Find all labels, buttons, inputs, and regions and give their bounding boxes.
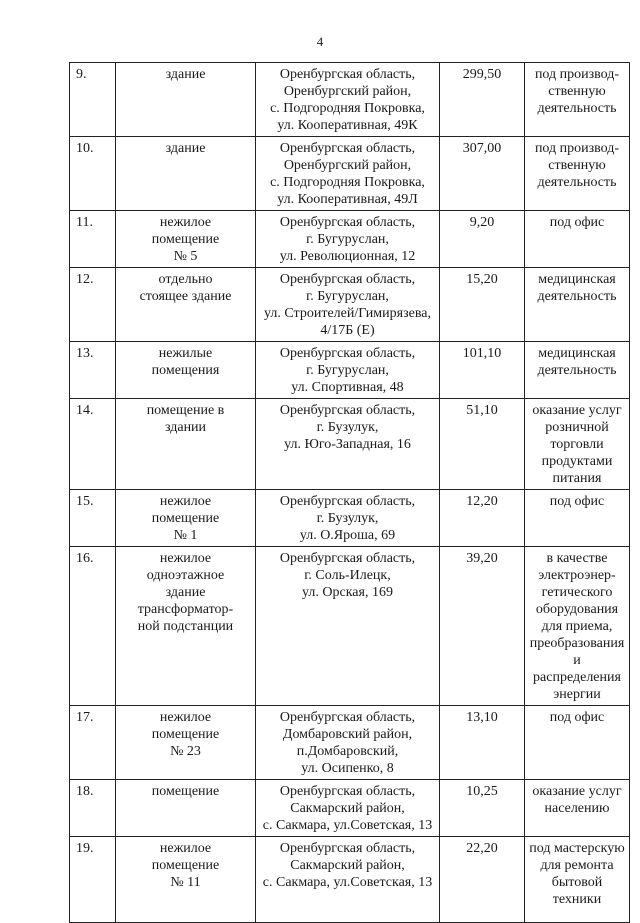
area-value: 299,50 bbox=[462, 67, 502, 82]
table-row bbox=[70, 837, 630, 923]
object-area bbox=[440, 547, 525, 706]
area-value: 39,20 bbox=[466, 551, 498, 566]
object-type bbox=[116, 547, 256, 706]
address-line: ул. Кооперативная, 49К bbox=[277, 118, 418, 133]
object-area bbox=[440, 490, 525, 547]
object-purpose bbox=[525, 342, 630, 399]
purpose-line: медицинская bbox=[538, 272, 616, 287]
object-address bbox=[256, 547, 440, 706]
row-number bbox=[70, 63, 116, 137]
object-type bbox=[116, 137, 256, 211]
purpose-line: под производ- bbox=[534, 67, 620, 82]
type-line: № 11 bbox=[170, 875, 201, 890]
purpose-line: для ремонта bbox=[540, 858, 614, 873]
type-line: нежилое bbox=[159, 215, 212, 230]
object-area bbox=[440, 63, 525, 137]
address-line: ул. Строителей/Гимирязева, bbox=[264, 306, 431, 321]
object-type bbox=[116, 837, 256, 923]
page-number: 4 bbox=[316, 34, 324, 49]
type-line: помещения bbox=[151, 363, 220, 378]
address-line: 4/17Б (Е) bbox=[320, 323, 375, 338]
type-line: трансформатор- bbox=[137, 602, 234, 617]
type-line: здание bbox=[165, 67, 206, 82]
purpose-line: под мастерскую bbox=[529, 841, 625, 856]
type-line: нежилые bbox=[158, 346, 213, 361]
address-line: Оренбургская область, bbox=[279, 784, 416, 799]
object-purpose bbox=[525, 63, 630, 137]
type-line: нежилое bbox=[159, 841, 212, 856]
object-purpose bbox=[525, 490, 630, 547]
purpose-line: и распределения bbox=[533, 653, 621, 685]
purpose-line: розничной bbox=[545, 420, 609, 435]
purpose-line: под офис bbox=[549, 494, 605, 509]
type-line: ной подстанции bbox=[137, 619, 234, 634]
row-number-text: 12. bbox=[76, 272, 94, 287]
address-line: Оренбургская область, bbox=[279, 67, 416, 82]
address-line: ул. Осипенко, 8 bbox=[301, 761, 394, 776]
purpose-line: электроэнер- bbox=[538, 568, 616, 583]
object-type bbox=[116, 63, 256, 137]
property-table bbox=[69, 62, 630, 923]
purpose-line: оказание услуг bbox=[532, 784, 622, 799]
object-purpose bbox=[525, 706, 630, 780]
object-area bbox=[440, 137, 525, 211]
purpose-line: оборудования bbox=[535, 602, 619, 617]
row-number-text: 9. bbox=[76, 67, 87, 82]
type-line: нежилое bbox=[159, 551, 212, 566]
address-line: Оренбургская область, bbox=[279, 551, 416, 566]
type-line: здание bbox=[165, 585, 206, 600]
object-purpose bbox=[525, 399, 630, 490]
purpose-line: оказание услуг bbox=[532, 403, 622, 418]
object-type bbox=[116, 490, 256, 547]
row-number bbox=[70, 706, 116, 780]
address-line: с. Подгородняя Покровка, bbox=[270, 101, 425, 116]
type-line: помещение bbox=[151, 232, 220, 247]
address-line: с. Подгородняя Покровка, bbox=[270, 175, 425, 190]
address-line: г. Соль-Илецк, bbox=[304, 568, 391, 583]
address-line: Оренбургская область, bbox=[279, 141, 416, 156]
row-number-text: 18. bbox=[76, 784, 94, 799]
purpose-line: под офис bbox=[549, 710, 605, 725]
object-type bbox=[116, 399, 256, 490]
purpose-line: деятельность bbox=[537, 101, 617, 116]
address-line: ул. Спортивная, 48 bbox=[291, 380, 404, 395]
object-address bbox=[256, 63, 440, 137]
row-number-text: 14. bbox=[76, 403, 94, 418]
address-line: г. Бузулук, bbox=[316, 420, 379, 435]
type-line: № 5 bbox=[173, 249, 198, 264]
area-value: 101,10 bbox=[462, 346, 502, 361]
object-address bbox=[256, 342, 440, 399]
address-line: г. Бузулук, bbox=[316, 511, 379, 526]
purpose-line: медицинская bbox=[538, 346, 616, 361]
purpose-line: деятельность bbox=[537, 289, 617, 304]
object-area bbox=[440, 268, 525, 342]
type-line: помещение bbox=[151, 858, 220, 873]
type-line: помещение bbox=[151, 727, 220, 742]
address-line: Оренбургская область, bbox=[279, 272, 416, 287]
row-number bbox=[70, 547, 116, 706]
object-address bbox=[256, 706, 440, 780]
object-purpose bbox=[525, 137, 630, 211]
purpose-line: техники bbox=[552, 892, 602, 907]
purpose-line: преобразования bbox=[529, 636, 625, 651]
property-table-body bbox=[70, 63, 630, 923]
address-line: ул. Юго-Западная, 16 bbox=[284, 437, 411, 452]
row-number bbox=[70, 780, 116, 837]
address-line: Оренбургская область, bbox=[279, 215, 416, 230]
type-line: нежилое bbox=[159, 710, 212, 725]
table-row bbox=[70, 211, 630, 268]
row-number-text: 10. bbox=[76, 141, 94, 156]
address-line: Оренбургская область, bbox=[279, 841, 416, 856]
type-line: нежилое bbox=[159, 494, 212, 509]
purpose-line: питания bbox=[552, 471, 602, 486]
address-line: г. Бугуруслан, bbox=[306, 232, 389, 247]
table-row bbox=[70, 547, 630, 706]
address-line: ул. Революционная, 12 bbox=[279, 249, 416, 264]
type-line: помещение bbox=[151, 511, 220, 526]
type-line: помещение в bbox=[146, 403, 225, 418]
address-line: Оренбургский район, bbox=[283, 84, 412, 99]
table-row bbox=[70, 399, 630, 490]
purpose-line: торговли bbox=[550, 437, 604, 452]
row-number-text: 17. bbox=[76, 710, 94, 725]
object-type bbox=[116, 780, 256, 837]
object-type bbox=[116, 706, 256, 780]
table-row bbox=[70, 780, 630, 837]
purpose-line: ственную bbox=[548, 158, 606, 173]
address-line: с. Сакмара, ул.Советская, 13 bbox=[262, 875, 433, 890]
area-value: 9,20 bbox=[469, 215, 495, 230]
purpose-line: под офис bbox=[549, 215, 605, 230]
type-line: помещение bbox=[151, 784, 220, 799]
purpose-line: деятельность bbox=[537, 363, 617, 378]
purpose-line: населению bbox=[544, 801, 610, 816]
row-number bbox=[70, 490, 116, 547]
row-number-text: 15. bbox=[76, 494, 94, 509]
object-area bbox=[440, 706, 525, 780]
table-row bbox=[70, 490, 630, 547]
address-line: г. Бугуруслан, bbox=[306, 363, 389, 378]
object-purpose bbox=[525, 547, 630, 706]
object-purpose bbox=[525, 780, 630, 837]
row-number bbox=[70, 837, 116, 923]
purpose-line: ственную bbox=[548, 84, 606, 99]
area-value: 12,20 bbox=[466, 494, 498, 509]
object-address bbox=[256, 837, 440, 923]
purpose-line: продуктами bbox=[541, 454, 613, 469]
row-number-text: 11. bbox=[76, 215, 93, 230]
address-line: Оренбургская область, bbox=[279, 403, 416, 418]
object-type bbox=[116, 268, 256, 342]
type-line: одноэтажное bbox=[146, 568, 225, 583]
row-number bbox=[70, 137, 116, 211]
table-row bbox=[70, 342, 630, 399]
object-address bbox=[256, 137, 440, 211]
address-line: ул. Орская, 169 bbox=[302, 585, 393, 600]
table-row bbox=[70, 268, 630, 342]
purpose-line: энергии bbox=[553, 687, 601, 702]
purpose-line: деятельность bbox=[537, 175, 617, 190]
type-line: № 1 bbox=[173, 528, 198, 543]
type-line: здание bbox=[165, 141, 206, 156]
area-value: 22,20 bbox=[466, 841, 498, 856]
object-area bbox=[440, 837, 525, 923]
type-line: отдельно bbox=[158, 272, 213, 287]
row-number bbox=[70, 268, 116, 342]
purpose-line: гетического bbox=[541, 585, 613, 600]
area-value: 10,25 bbox=[466, 784, 498, 799]
purpose-line: бытовой bbox=[551, 875, 603, 890]
object-area bbox=[440, 780, 525, 837]
purpose-line: для приема, bbox=[541, 619, 613, 634]
purpose-line: под производ- bbox=[534, 141, 620, 156]
address-line: Оренбургская область, bbox=[279, 710, 416, 725]
object-purpose bbox=[525, 268, 630, 342]
row-number-text: 16. bbox=[76, 551, 94, 566]
object-address bbox=[256, 490, 440, 547]
address-line: ул. О.Яроша, 69 bbox=[299, 528, 396, 543]
type-line: № 23 bbox=[170, 744, 201, 759]
row-number bbox=[70, 399, 116, 490]
row-number-text: 19. bbox=[76, 841, 94, 856]
address-line: Оренбургский район, bbox=[283, 158, 412, 173]
object-address bbox=[256, 399, 440, 490]
purpose-line: в качестве bbox=[546, 551, 608, 566]
address-line: с. Сакмара, ул.Советская, 13 bbox=[262, 818, 433, 833]
object-address bbox=[256, 211, 440, 268]
object-type bbox=[116, 342, 256, 399]
table-row bbox=[70, 137, 630, 211]
object-purpose bbox=[525, 837, 630, 923]
object-area bbox=[440, 342, 525, 399]
address-line: Домбаровский район, bbox=[282, 727, 413, 742]
address-line: г. Бугуруслан, bbox=[306, 289, 389, 304]
address-line: Оренбургская область, bbox=[279, 346, 416, 361]
type-line: стоящее здание bbox=[139, 289, 232, 304]
table-row bbox=[70, 63, 630, 137]
address-line: п.Домбаровский, bbox=[296, 744, 399, 759]
area-value: 15,20 bbox=[466, 272, 498, 287]
row-number-text: 13. bbox=[76, 346, 94, 361]
address-line: ул. Кооперативная, 49Л bbox=[277, 192, 418, 207]
row-number bbox=[70, 342, 116, 399]
object-address bbox=[256, 268, 440, 342]
object-area bbox=[440, 399, 525, 490]
area-value: 13,10 bbox=[466, 710, 498, 725]
type-line: здании bbox=[164, 420, 207, 435]
object-purpose bbox=[525, 211, 630, 268]
address-line: Оренбургская область, bbox=[279, 494, 416, 509]
object-address bbox=[256, 780, 440, 837]
area-value: 51,10 bbox=[466, 403, 498, 418]
table-row bbox=[70, 706, 630, 780]
area-value: 307,00 bbox=[462, 141, 502, 156]
row-number bbox=[70, 211, 116, 268]
address-line: Сакмарский район, bbox=[290, 858, 405, 873]
object-area bbox=[440, 211, 525, 268]
object-type bbox=[116, 211, 256, 268]
address-line: Сакмарский район, bbox=[290, 801, 405, 816]
